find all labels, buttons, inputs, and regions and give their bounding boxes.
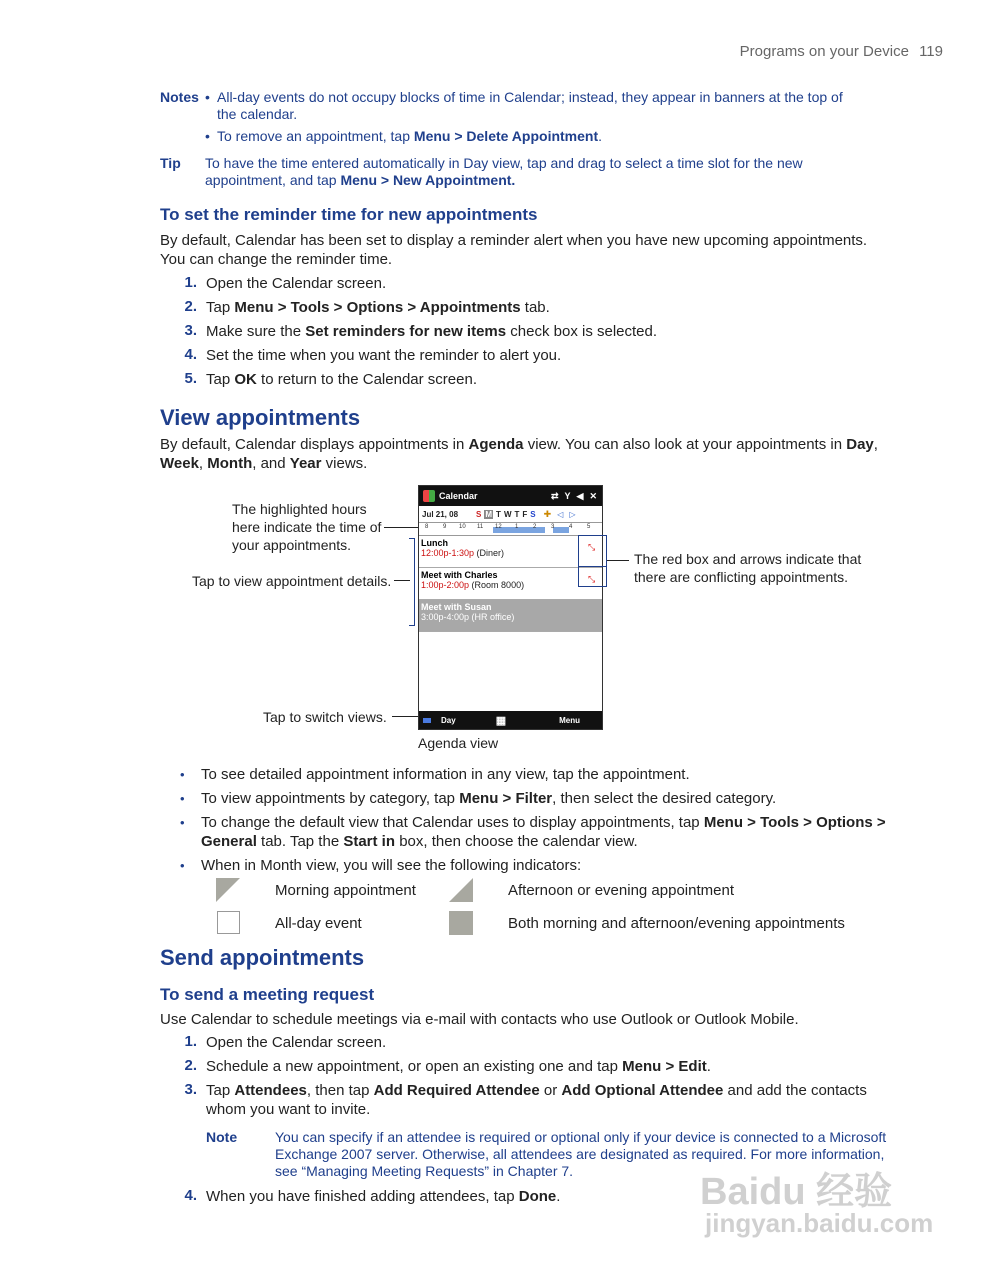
reminder-step: 4. Set the time when you want the reminder to alert you. [184,346,562,364]
send-note-label: Note [206,1129,238,1145]
callout-details-line [394,580,410,581]
afternoon-indicator-icon [449,878,473,902]
morning-indicator-icon [216,878,240,902]
reminder-intro: By default, Calendar has been set to display a reminder alert when you have new upcoming appointments. You can change the reminder time. [160,232,868,268]
watermark-url: jingyan.baidu.com [705,1208,934,1238]
send-step: 2. Schedule a new appointment, or open an existing one and tap Menu > Edit. [184,1057,711,1075]
close-icon[interactable]: ✕ [589,490,597,501]
prev-arrow-icon[interactable]: ◁ [557,509,564,519]
reminder-steps [160,274,890,394]
today-icon[interactable]: ✚ [543,508,552,519]
phone-title-bar [419,486,602,506]
watermark-logo: Baidu 经验 [700,1171,893,1213]
view-heading: View appointments [160,405,361,430]
reminder-step: 1. Open the Calendar screen. [184,274,387,292]
both-indicator-icon [449,911,473,935]
conflict-icon: ⤡ [588,574,596,584]
reminder-step: 3. Make sure the Set reminders for new items check box is selected. [184,322,658,340]
send-step: 1. Open the Calendar screen. [184,1033,387,1051]
header-title: Programs on your Device [739,43,909,60]
softkey-menu[interactable]: Menu [559,715,580,725]
reminder-heading: To set the reminder time for new appointments [160,205,538,224]
appointment-item[interactable]: Meet with Charles 1:00p-2:00p (Room 8000) ⤡ [419,568,602,600]
note-item-1: • All-day events do not occupy blocks of time in Calendar; instead, they appear in banners at the top of the calendar. [205,89,843,122]
appointment-item[interactable]: Meet with Susan 3:00p-4:00p (HR office) [419,600,602,632]
phone-softkey-bar [419,711,602,729]
agenda-screenshot [418,485,603,730]
hour-highlight [553,527,569,533]
list-item: • When in Month view, you will see the following indicators: [180,857,582,874]
callout-switch: Tap to switch views. [263,709,387,725]
windows-start-icon[interactable] [423,490,435,502]
view-icon [423,718,431,723]
tip-text: To have the time entered automatically in Day view, tap and drag to select a time slot for the new appointment, and tap Menu > New Appointment. [205,155,803,188]
sync-icon[interactable]: ⇄ [550,490,559,501]
figure-caption: Agenda view [418,735,499,751]
callout-conflict-line [607,560,629,561]
allday-indicator-icon [217,911,240,934]
softkey-day[interactable]: Day [441,715,456,725]
signal-icon[interactable]: Y [564,490,571,501]
send-intro: Use Calendar to schedule meetings via e-mail with contacts who use Outlook or Outlook Mobile. [160,1011,799,1028]
list-item: • To see detailed appointment information in any view, tap the appointment. [180,766,690,783]
indicator-both-label: Both morning and afternoon/evening appointments [508,915,845,932]
indicator-afternoon-label: Afternoon or evening appointment [508,882,734,899]
week-day-strip[interactable]: S M T W T F S [476,509,536,519]
notes-label: Notes [160,89,199,105]
callout-details: Tap to view appointment details. [192,573,392,589]
view-intro: By default, Calendar displays appointments in Agenda view. You can also look at your appointments in Day, Week, Month, and Year views. [160,436,878,472]
running-header [734,43,943,60]
next-arrow-icon[interactable]: ▷ [569,509,576,519]
volume-icon[interactable]: ◀ [576,490,584,501]
send-steps [160,1033,890,1125]
tip-label: Tip [160,155,181,171]
page-number: 119 [919,43,943,60]
keyboard-icon[interactable]: ▦ [495,714,507,727]
indicator-morning-label: Morning appointment [275,882,416,899]
note-item-2: • To remove an appointment, tap Menu > Delete Appointment. [205,128,603,144]
callout-hours: The highlighted hours here indicate the time of your appointments. [232,501,382,553]
indicator-allday-label: All-day event [275,915,362,932]
phone-app-title: Calendar [439,491,478,501]
send-step: 3. Tap Attendees, then tap Add Required Attendee or Add Optional Attendee and add the contacts whom you want to invite. [184,1081,867,1118]
send-subheading: To send a meeting request [160,985,375,1004]
callout-conflict: The red box and arrows indicate that there are conflicting appointments. [634,551,862,585]
send-note-text: You can specify if an attendee is required or optional only if your device is connected to a Microsoft Exchange 2007 server. Otherwise, all attendees are designated as required. For more information, see “Managing Meeting Requests” in Chapter 7. [275,1129,887,1179]
reminder-step: 5. Tap OK to return to the Calendar screen. [184,370,477,388]
send-heading: Send appointments [160,945,365,970]
list-item: • To change the default view that Calendar uses to display appointments, tap Menu > Tools > Options > General tab. Tap the Start in box, then choose the calendar view. [180,814,886,850]
phone-date: Jul 21, 08 [422,509,459,519]
details-bracket [409,538,415,626]
conflict-icon: ⤡ [588,542,596,552]
conflict-box [578,535,607,587]
appointment-item[interactable]: Lunch 12:00p-1:30p (Diner) ⤡ [419,536,602,568]
list-item: • To view appointments by category, tap Menu > Filter, then select the desired category. [180,790,777,807]
hour-strip: 8 9 10 11 12 1 2 3 4 5 [419,523,602,536]
bullet-list [180,765,895,875]
conflict-box-divider [578,566,607,567]
phone-date-bar [419,506,602,523]
reminder-step: 2. Tap Menu > Tools > Options > Appointments tab. [184,298,550,316]
